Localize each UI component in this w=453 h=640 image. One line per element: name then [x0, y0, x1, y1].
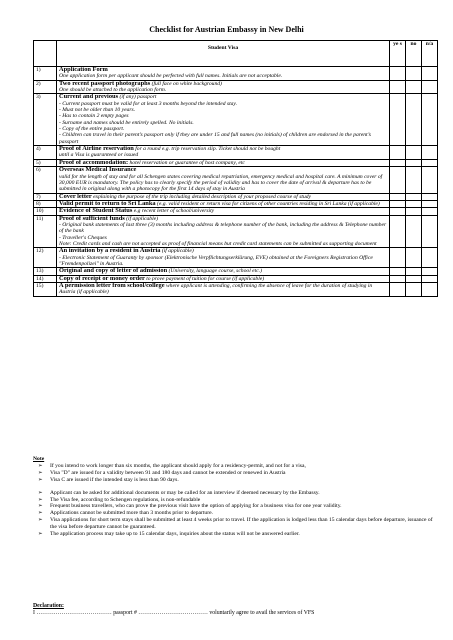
- row-label: Proof of sufficient funds: [59, 215, 125, 222]
- row-content: [57, 159, 390, 166]
- checkbox-no[interactable]: [406, 215, 422, 248]
- arrow-bullet-icon: ➢: [38, 531, 43, 538]
- checkbox-na[interactable]: [422, 275, 438, 282]
- note-text: If you intend to work longer than six months, the applicant should apply for a residency-permit, and not for a visa,: [50, 462, 306, 469]
- checkbox-yes[interactable]: [390, 208, 406, 215]
- checkbox-no[interactable]: [406, 283, 422, 297]
- arrow-bullet-icon: ➢: [38, 476, 43, 483]
- row-label: Valid permit to return to Sri Lanka: [59, 200, 156, 207]
- checkbox-yes[interactable]: [390, 159, 406, 166]
- row-label-detail: (if any) passport: [118, 94, 157, 101]
- row-content: [57, 67, 390, 81]
- checkbox-na[interactable]: [422, 215, 438, 248]
- checkbox-no[interactable]: [406, 275, 422, 282]
- note-item: [33, 490, 438, 497]
- row-label-detail: (University, language course, school etc.): [167, 268, 262, 275]
- checkbox-na[interactable]: [422, 200, 438, 207]
- row-label: An invitation by a resident in Austria: [59, 247, 161, 255]
- notes-section: [33, 456, 438, 538]
- row-label: Two recent passport photographs: [59, 80, 151, 87]
- row-number: 8): [34, 200, 57, 207]
- note-text: Frequent business travellers, who can prove the previous visit have the option of applying for a business visa for one year validity.: [50, 503, 342, 510]
- row-detail-line: valid for the length of stay and for all Schengen states covering medical repatriation, emergency medical and hospital care. A minimum cover of 30,000 EUR is mandatory. The policy has to clearly specify the period of validity and has to cover the date of arrival & departure has to be submitted in original along with a photocopy for the first 14 days of stay in Austria: [59, 173, 383, 193]
- row-content: [57, 200, 390, 207]
- row-label: Current and previous: [59, 93, 119, 101]
- header-num-cell: [34, 41, 57, 67]
- row-number: 10): [34, 208, 57, 215]
- row-detail-line: - Current passport must be valid for at least 3 months beyond the intended stay.: [59, 100, 238, 107]
- row-number: 4): [34, 146, 57, 160]
- row-label-detail: where applicant is attending, confirming the absence of leave for the duration of studying in Austria (if applicable): [59, 283, 373, 296]
- row-label: Cover letter: [59, 193, 92, 200]
- checkbox-no[interactable]: [406, 167, 422, 193]
- row-number: 12): [34, 248, 57, 268]
- checkbox-yes[interactable]: [390, 94, 406, 146]
- checklist-row: [34, 80, 438, 94]
- row-detail-line: - Original bank statements of last three (3) months including address & telephone number of the bank, including the address & Telephone number of the bank: [59, 221, 387, 235]
- row-detail-line: - Children can travel in their parent’s passport only if they are under 15 and full names (no initials) of children are endorsed in the parent’s passport: [59, 132, 371, 145]
- row-number: 13): [34, 268, 57, 275]
- row-label: Proof of accommodation:: [59, 159, 129, 166]
- row-number: 3): [34, 94, 57, 146]
- checkbox-yes[interactable]: [390, 275, 406, 282]
- checkbox-no[interactable]: [406, 159, 422, 166]
- checklist-row: [34, 159, 438, 166]
- checkbox-no[interactable]: [406, 67, 422, 81]
- row-content: [57, 80, 390, 94]
- checkbox-yes[interactable]: [390, 215, 406, 248]
- table-header-row: [34, 41, 438, 67]
- checkbox-no[interactable]: [406, 80, 422, 94]
- row-label-detail: (if applicable): [124, 215, 158, 222]
- note-item: [33, 517, 438, 531]
- note-text: Visa "D" are issued for a validity between 91 and 180 days and cannot be extended or renewed in Austria: [50, 469, 286, 476]
- row-content: [57, 275, 390, 282]
- row-number: 2): [34, 80, 57, 94]
- row-content: [57, 248, 390, 268]
- note-item: [33, 531, 438, 538]
- checklist-row: [34, 215, 438, 248]
- checkbox-na[interactable]: [422, 167, 438, 193]
- arrow-bullet-icon: ➢: [38, 496, 43, 503]
- checkbox-yes[interactable]: [390, 283, 406, 297]
- row-label-detail: explaining the purpose of the trip including detailed description of your proposed course of study: [91, 193, 312, 200]
- checklist-row: [34, 208, 438, 215]
- row-detail-line: - Electronic Statement of Guaranty by sponsor (Elektronische Verpflichtungserklärung, EVE) obtained at the Foreigners Registration Office "Fremdenpolizei" in Austria.: [59, 254, 373, 267]
- row-content: [57, 268, 390, 275]
- checkbox-no[interactable]: [406, 94, 422, 146]
- checklist-row: [34, 200, 438, 207]
- checklist-row: [34, 94, 438, 146]
- checkbox-na[interactable]: [422, 208, 438, 215]
- checklist-row: [34, 283, 438, 297]
- checkbox-na[interactable]: [422, 159, 438, 166]
- row-number: 5): [34, 159, 57, 166]
- row-content: [57, 283, 390, 297]
- row-detail-line: until a Visa is guaranteed or issued: [59, 152, 139, 159]
- checklist-row: [34, 193, 438, 200]
- row-detail-line: - Must not be older than 10 years.: [59, 107, 136, 114]
- checkbox-yes[interactable]: [390, 200, 406, 207]
- checkbox-yes[interactable]: [390, 146, 406, 160]
- checkbox-yes[interactable]: [390, 167, 406, 193]
- row-detail-line: One should be attached to the application form.: [59, 87, 167, 94]
- row-label-detail: e.g recent letter of school/university: [132, 208, 215, 215]
- checklist-row: [34, 248, 438, 268]
- notes-heading: Note: [33, 456, 45, 462]
- row-label-detail: hotel reservation or guarantee of host company, etc: [128, 159, 245, 166]
- checkbox-na[interactable]: [422, 80, 438, 94]
- note-item: [33, 470, 438, 477]
- row-number: 7): [34, 193, 57, 200]
- col-no-header: no: [406, 41, 422, 67]
- row-content: [57, 94, 390, 146]
- note-item: [33, 503, 438, 510]
- arrow-bullet-icon: ➢: [38, 517, 43, 524]
- checklist-table: [33, 40, 438, 297]
- col-yes-header: ye s: [390, 41, 406, 67]
- checkbox-no[interactable]: [406, 208, 422, 215]
- row-number: 11): [34, 215, 57, 248]
- declaration-heading: Declaration:: [33, 603, 64, 609]
- checkbox-yes[interactable]: [390, 80, 406, 94]
- row-content: [57, 193, 390, 200]
- document-title: Checklist for Austrian Embassy in New Delhi: [149, 25, 304, 34]
- checklist-row: [34, 146, 438, 160]
- checkbox-na[interactable]: [422, 248, 438, 268]
- checkbox-yes[interactable]: [390, 268, 406, 275]
- row-detail-line: - Has to contain 2 empty pages: [59, 113, 129, 120]
- row-label: Application Form: [59, 66, 108, 73]
- row-label-detail: (if applicable): [160, 248, 194, 255]
- row-number: 1): [34, 67, 57, 81]
- checkbox-yes[interactable]: [390, 248, 406, 268]
- row-label: Copy of receipt or money order: [59, 275, 145, 282]
- row-label: Proof of Airline reservation: [59, 145, 134, 153]
- col-na-header: n/a: [422, 41, 438, 67]
- row-label-detail: to prove payment of tuition for course (if applicable): [144, 275, 265, 282]
- checkbox-na[interactable]: [422, 146, 438, 160]
- checkbox-na[interactable]: [422, 283, 438, 297]
- row-content: [57, 215, 390, 248]
- row-label: A permission letter from school/college: [59, 282, 165, 289]
- row-number: 14): [34, 275, 57, 282]
- row-label-detail: (e.g. valid resident or return visa for citizens of other countries residing in Sri Lanka (if applicable): [155, 200, 380, 207]
- row-label: Evidence of Student Status: [59, 207, 133, 215]
- note-text: Applicant can be asked for additional documents or may be called for an interview if deemed necessary by the Embassy.: [50, 489, 320, 496]
- checkbox-na[interactable]: [422, 67, 438, 81]
- checklist-row: [34, 268, 438, 275]
- row-number: 6): [34, 167, 57, 193]
- checkbox-yes[interactable]: [390, 193, 406, 200]
- checkbox-na[interactable]: [422, 268, 438, 275]
- row-label-detail: for a round e.g. trip reservation slip. Ticket should not be bought: [133, 146, 281, 153]
- note-text: The application process may take up to 15 calendar days, inquiries about the status will not be answered earlier.: [50, 531, 300, 538]
- row-label: Original and copy of letter of admission: [59, 267, 168, 275]
- checkbox-no[interactable]: [406, 268, 422, 275]
- arrow-bullet-icon: ➢: [38, 510, 43, 517]
- checkbox-no[interactable]: [406, 200, 422, 207]
- row-detail-line: Note: Credit cards and cash are not accepted as proof of financial means but credit card statements can be submitted as supporting document: [59, 240, 377, 247]
- row-content: [57, 167, 390, 193]
- row-label: Overseas Medical Insurance: [59, 166, 137, 174]
- note-text: Applications cannot be submitted more than 3 months prior to departure.: [50, 510, 213, 517]
- checkbox-na[interactable]: [422, 94, 438, 146]
- checklist-row: [34, 275, 438, 282]
- checkbox-yes[interactable]: [390, 67, 406, 81]
- arrow-bullet-icon: ➢: [38, 469, 43, 476]
- notes-list: [33, 463, 438, 538]
- checklist-row: [34, 67, 438, 81]
- note-item: [33, 477, 438, 484]
- row-detail-line: One application form per applicant should be perfected with full names. Initials are not acceptable.: [59, 73, 283, 80]
- note-text: Visa C are issued if the intended stay is less than 90 days.: [50, 476, 179, 483]
- note-text: Visa applications for short term stays shall be submitted at least 4 weeks prior to travel. If the application is lodged less than 15 calendar days before departure, issuance of the visa before departure cannot be guaranteed.: [50, 517, 433, 531]
- checkbox-na[interactable]: [422, 193, 438, 200]
- arrow-bullet-icon: ➢: [38, 462, 43, 469]
- checkbox-no[interactable]: [406, 146, 422, 160]
- row-label-detail: (full face on white background): [150, 80, 222, 87]
- arrow-bullet-icon: ➢: [38, 503, 43, 510]
- table-header-title: Student Visa: [57, 41, 390, 67]
- row-number: 15): [34, 283, 57, 297]
- note-item: [33, 463, 438, 470]
- row-detail-line: - Copy of the entire passport.: [59, 126, 125, 133]
- checkbox-no[interactable]: [406, 193, 422, 200]
- declaration-text: I ………………………………… passport # ……………………………… voluntarily agree to avail the services of VFS: [33, 610, 315, 616]
- checkbox-no[interactable]: [406, 248, 422, 268]
- row-detail-line: - Traveller's Cheques: [59, 234, 107, 241]
- note-text: The Visa fee, according to Schengen regulations, is non-refundable: [50, 496, 201, 503]
- arrow-bullet-icon: ➢: [38, 489, 43, 496]
- declaration-section: [33, 603, 438, 617]
- row-content: [57, 208, 390, 215]
- checklist-row: [34, 167, 438, 193]
- row-detail-line: - Surname and names should be entirely spelled. No initials.: [59, 119, 194, 126]
- row-content: [57, 146, 390, 160]
